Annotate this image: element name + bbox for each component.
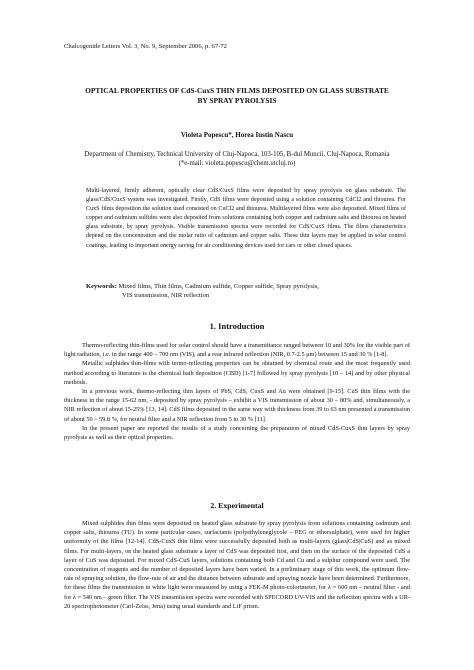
paper-title — [52, 86, 422, 106]
affiliation — [52, 150, 422, 168]
keywords-line-1: Mixed films, Thin films, Cadmium sulfide, Copper sulfide, Spray pyrolysis, — [118, 283, 320, 290]
authors: Violeta Popescu*, Horea Iustin Nascu — [180, 131, 294, 139]
paragraph: Metallic sulphides thin-films with termo-reflecting properties can be obtained by chemical route and the most frequently used method according to literature is the chemical bath deposition (CBD) [1-7] followed by spray pyrolysis [10 – 14] and by other physical methods. — [64, 360, 410, 386]
paragraph: Mixed sulphides thin films were deposited on heated glass substrate by spray pyrolysis from solutions containing cadmium and copper salts, thiourea (TU). In some particular cases, surfactants (polyethyleneglycole – PEG or ethersulphate), were used for higher uniformity of the films [12-14]. CdS-CuxS thin films were successfully deposited both as multi-layers (glass|CdS|CuS) and as mixed films. For multi-layers, on the heated glass substrate a layer of CdS was deposited first, and then on the surface of the deposited CdS a layer of CuS was deposited. For mixed CdS-CuS layers, solutions containing both Cd and Cu and a sulphur compound were used. The concentration of reagents and the number of deposited layers have been varied. In a preliminary stage of this work, the optimum flow-rate of spraying solution, the flow-rate of air and the distance between substrate and spraying nozzle have been determined. Furthermore, for these films the transmission in white light were measured by using a FEK-M photo-colorimeter, for λ = 600 nm – neutral filter - and for λ = 540 nm – green filter. The VIS transmission spectra were recorded with SPECORD UV-VIS and the reflection spectra with a UR-20 spectrophotometer (Carl-Zeiss, Jena) using usual standards and LiF prism. — [64, 520, 410, 610]
affiliation-email: (*e-mail: violeta.popescu@chem.utcluj.ro) — [178, 160, 296, 168]
introduction-body — [64, 341, 410, 442]
section-heading-introduction: 1. Introduction — [209, 321, 265, 331]
title-line-1: OPTICAL PROPERTIES OF CdS-CuxS THIN FILMS DEPOSITED ON GLASS SUBSTRATE — [85, 86, 389, 95]
title-line-2: BY SPRAY PYROLYSIS — [197, 96, 277, 105]
keywords — [86, 282, 396, 301]
section-heading-experimental: 2. Experimental — [210, 501, 264, 510]
keywords-line-2: VIS transmission, NIR reflection — [122, 292, 210, 300]
paragraph: Thermo-reflecting thin-films used for solar control should have a transmittance ranged between 10 and 30% for the visible part of light radiation, i.e. in the range 400 – 700 nm (VIS), and a rear infrared reflection (NIR, 0.7-2.5 μm) between 15 and 30 % [1-8]. — [64, 342, 410, 359]
keywords-label: Keywords: — [86, 283, 117, 290]
abstract: Multi-layered, firmly adherent, optically clear CdS/CuxS films were deposited by spray pyrolysis on glass substrate. The glass/CdS/CuxS system was investigated. Firstly, CdS films were deposited using a solution containing CdCl2 and thiourea. For CuxS films deposition the solution used consisted on CuCl2 and thiourea. Multilayered films were also deposited. Mixed films of copper and cadmium sulfides were also deposited from solutions containing both copper and cadmium salts and thiourea on heated glass substrate, by spray pyrolysis. Visible transmission spectra were recorded for CdS/CuxS films. The films characteristics depend on the concentration and the molar ratio of cadmium and copper salts. These thin layers may be applied in solar control coatings, leading to important energy saving for air conditioning devices used for cars or other closed spaces. — [86, 188, 406, 249]
paragraph: In the present paper are reported the results of a study concerning the preparation of mixed CdS-CuxS thin layers by spray pyrolysis as well as their optical properties. — [64, 424, 410, 442]
paragraph: In a previous work, thermo-reflecting thin layers of PbS, CdS, CuxS and Au were obtained [9-15]. CuS thin films with the thickness in the range 15-62 nm, - deposited by spray pyrolysis – exhibit a VIS transmission of about 30 – 80% and, simultaneously, a NIR reflection of about 15-25% [13, 14]. CdS films deposited in the same way with thickness from 39 to 63 nm presented a transmission of about 50 – 59.8 %, for neutral filter and a NIR reflection from 5 to 30 % [11]. — [64, 388, 410, 423]
experimental-body — [64, 519, 410, 611]
journal-citation: Chalcogenide Letters Vol. 3, No. 9, September 2006, p. 67-72 — [64, 43, 227, 50]
affiliation-line-1: Department of Chemistry, Technical University of Cluj-Napoca, 103-105, B-dul Muncii, Cluj-Napoca, Romania — [84, 151, 390, 158]
